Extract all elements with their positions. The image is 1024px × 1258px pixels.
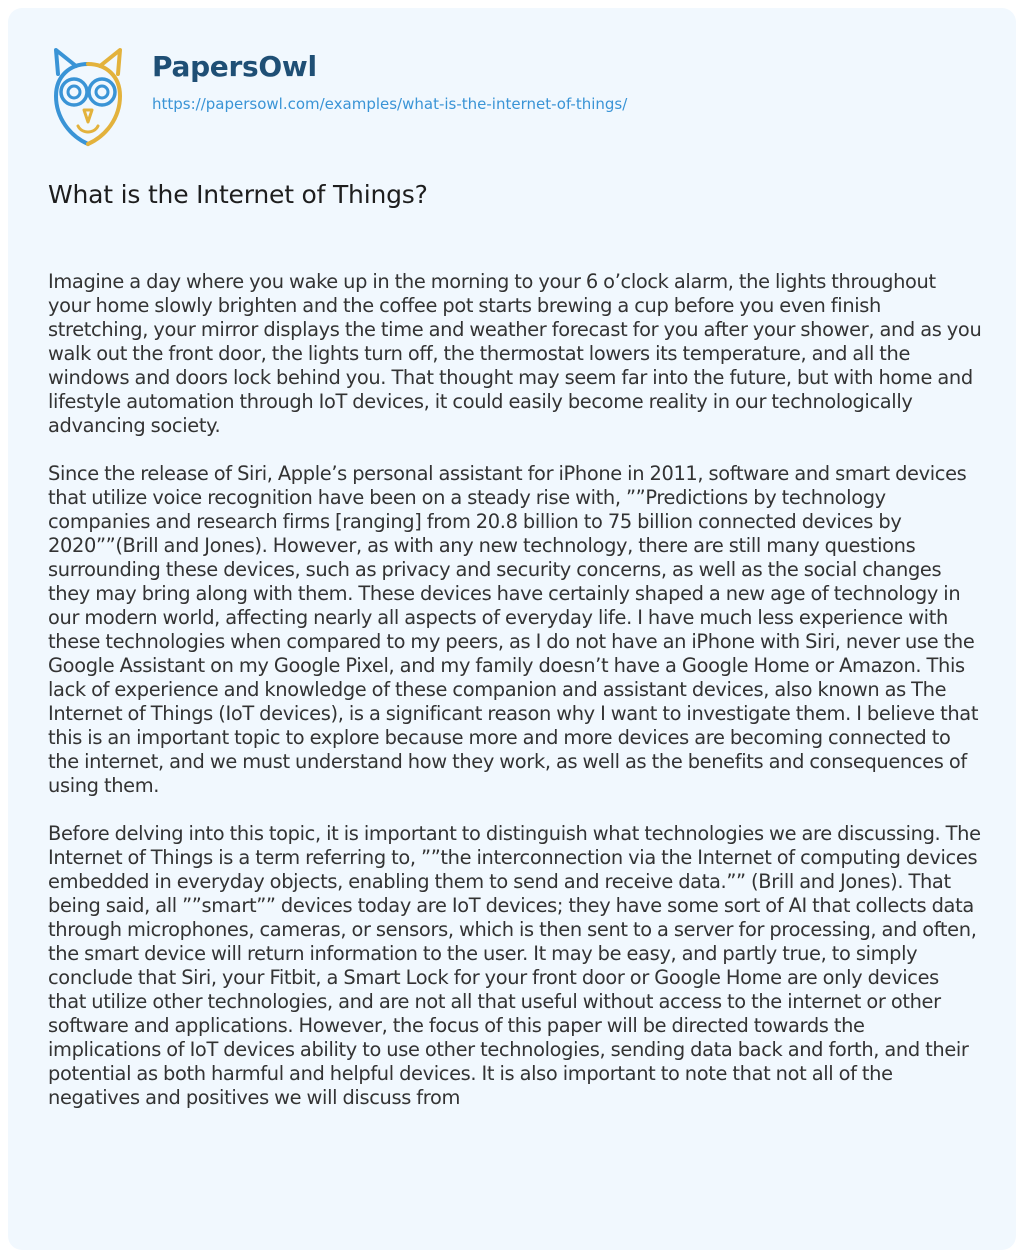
brand-name[interactable]: PapersOwl [152,50,317,83]
paragraph-3: Before delving into this topic, it is important to distinguish what technologies we are discussing. The Internet of Things is a term referring to, ””the interconnection via the Internet of computing devices embedded in everyday objects, enabling them to send and receive data.”” (Brill and Jones). That being said, all ””smart”” devices today are IoT devices; they have some sort of AI that collects data through microphones, cameras, or sensors, which is then sent to a server for processing, and often, the smart device will return information to the user. It may be easy, and partly true, to simply conclude that Siri, your Fitbit, a Smart Lock for your front door or Google Home are only devices that utilize other technologies, and are not all that useful without access to the internet or other software and applications. However, the focus of this paper will be directed towards the implications of IoT devices ability to use other technologies, sending data back and forth, and their potential as both harmful and helpful devices. It is also important to note that not all of the negatives and positives we will discuss from [48,822,981,1109]
owl-logo-icon[interactable] [48,44,128,154]
article-body [48,270,982,1134]
article-title: What is the Internet of Things? [48,180,428,209]
paragraph-1: Imagine a day where you wake up in the morning to your 6 o’clock alarm, the lights throughout your home slowly brighten and the coffee pot starts brewing a cup before you even finish stretching, your mirror displays the time and weather forecast for you after your shower, and as you walk out the front door, the lights turn off, the thermostat lowers its temperature, and all the windows and doors lock behind you. That thought may seem far into the future, but with home and lifestyle automation through IoT devices, it could easily become reality in our technologically advancing society. [48,270,982,437]
document-page [8,8,1016,1250]
source-url-link[interactable]: https://papersowl.com/examples/what-is-the-internet-of-things/ [152,95,628,113]
paragraph-2: Since the release of Siri, Apple’s personal assistant for iPhone in 2011, software and smart devices that utilize voice recognition have been on a steady rise with, ””Predictions by technology companies and research firms [ranging] from 20.8 billion to 75 billion connected devices by 2020””(Brill and Jones). However, as with any new technology, there are still many questions surrounding these devices, such as privacy and security concerns, as well as the social changes they may bring along with them. These devices have certainly shaped a new age of technology in our modern world, affecting nearly all aspects of everyday life. I have much less experience with these technologies when compared to my peers, as I do not have an iPhone with Siri, never use the Google Assistant on my Google Pixel, and my family doesn’t have a Google Home or Amazon. This lack of experience and knowledge of these companion and assistant devices, also known as The Internet of Things (IoT devices), is a significant reason why I want to investigate them. I believe that this is an important topic to explore because more and more devices are becoming connected to the internet, and we must understand how they work, as well as the benefits and consequences of using them. [48,462,979,797]
brand-block [152,44,627,114]
site-header [48,44,627,154]
